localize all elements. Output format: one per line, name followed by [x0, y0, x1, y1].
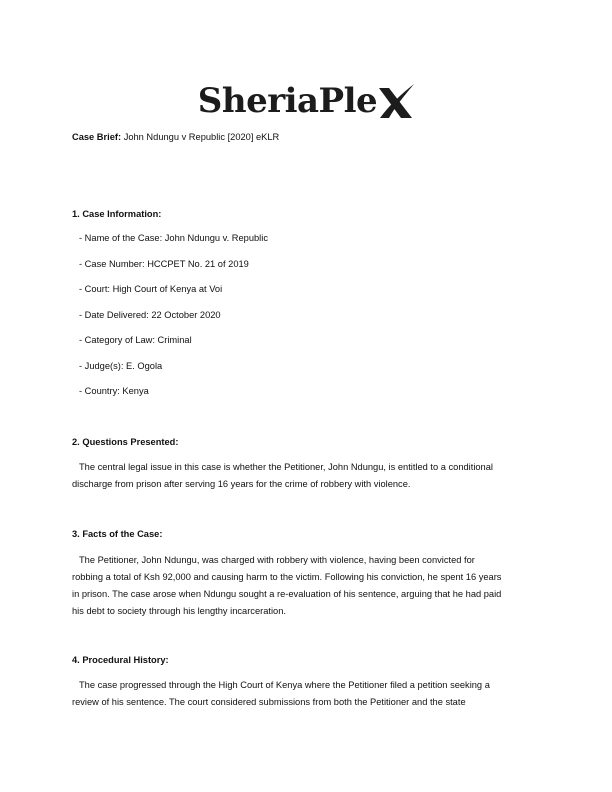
case-brief-line	[72, 131, 279, 143]
case-brief-title: John Ndungu v Republic [2020] eKLR	[123, 132, 280, 142]
paragraph-line: review of his sentence. The court considered submissions from both the Petitioner and the state	[72, 696, 466, 707]
paragraph-line: The Petitioner, John Ndungu, was charged with robbery with violence, having been convicted for	[79, 554, 475, 565]
paragraph-line: his debt to society through his lengthy incarceration.	[72, 605, 286, 616]
paragraph-line: The central legal issue in this case is whether the Petitioner, John Ndungu, is entitled to a conditional	[79, 461, 493, 472]
paragraph-line: robbing a total of Ksh 92,000 and causing harm to the victim. Following his conviction, he spent 16 years	[72, 571, 502, 582]
paragraph-line: in prison. The case arose when Ndungu sought a re-evaluation of his sentence, arguing that he had paid	[72, 588, 502, 599]
paragraph-line: The case progressed through the High Court of Kenya where the Petitioner filed a petition seeking a	[79, 679, 490, 690]
case-info-name: - Name of the Case: John Ndungu v. Republic	[79, 233, 268, 244]
facts-of-the-case-paragraph	[72, 552, 501, 620]
section-heading-case-information: 1. Case Information:	[72, 209, 162, 219]
case-brief-label: Case Brief:	[72, 132, 122, 142]
logo-wordmark: SheriaPle	[197, 81, 378, 121]
questions-presented-paragraph	[72, 459, 493, 493]
logo	[0, 83, 612, 119]
case-info-court: - Court: High Court of Kenya at Voi	[79, 284, 223, 295]
procedural-history-paragraph	[72, 677, 490, 711]
section-heading-questions-presented: 2. Questions Presented:	[72, 437, 179, 447]
case-info-country: - Country: Kenya	[79, 386, 149, 397]
case-information-list	[79, 226, 268, 405]
section-heading-facts-of-the-case: 3. Facts of the Case:	[72, 529, 163, 539]
case-info-category: - Category of Law: Criminal	[79, 335, 192, 346]
case-info-number: - Case Number: HCCPET No. 21 of 2019	[79, 258, 249, 269]
case-info-date-delivered: - Date Delivered: 22 October 2020	[79, 309, 221, 320]
case-info-judges: - Judge(s): E. Ogola	[79, 360, 163, 371]
section-heading-procedural-history: 4. Procedural History:	[72, 655, 169, 665]
paragraph-line: discharge from prison after serving 16 years for the crime of robbery with violence.	[72, 478, 411, 489]
logo-x-mark	[378, 83, 414, 119]
